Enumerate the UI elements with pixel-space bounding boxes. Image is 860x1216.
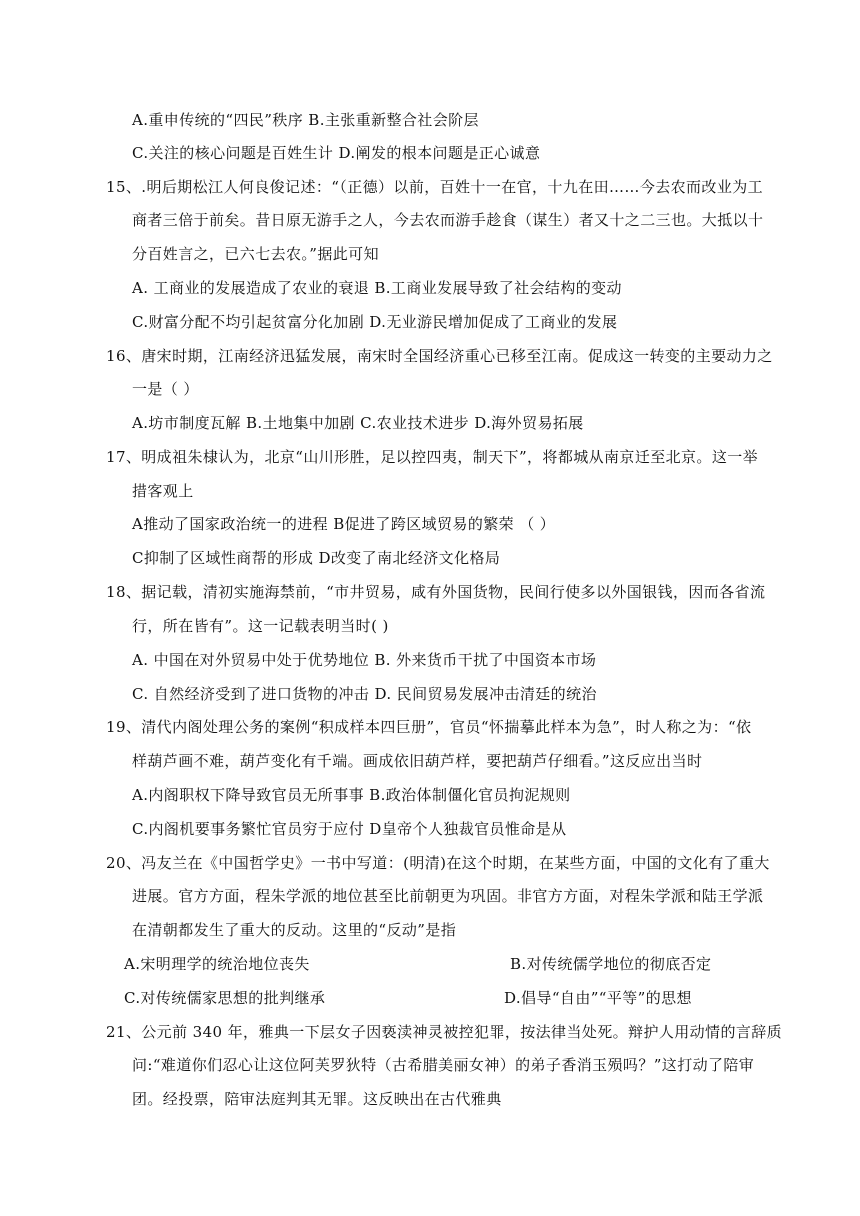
q20-option-d: D.倡导“自由”“平等”的思想 bbox=[504, 989, 692, 1007]
q17-stem-cont: 措客观上 bbox=[132, 482, 194, 500]
q18-stem: 18、据记载，清初实施海禁前，“市井贸易，咸有外国货物，民间行使多以外国银钱，因而各省流 bbox=[106, 583, 766, 601]
q14-options-cd: C.关注的核心问题是百姓生计 D.阐发的根本问题是正心诚意 bbox=[132, 144, 541, 162]
q17-options-ab: A推动了国家政治统一的进程 B促进了跨区域贸易的繁荣 （ ） bbox=[132, 515, 556, 533]
q17-stem: 17、明成祖朱棣认为，北京“山川形胜，足以控四夷，制天下”，将都城从南京迁至北京。这一举 bbox=[106, 448, 759, 466]
q18-options-cd: C. 自然经济受到了进口货物的冲击 D. 民间贸易发展冲击清廷的统治 bbox=[132, 685, 597, 703]
q15-stem-cont: 分百姓言之，已六七去农。”据此可知 bbox=[132, 245, 379, 263]
q14-options-ab: A.重申传统的“四民”秩序 B.主张重新整合社会阶层 bbox=[132, 111, 479, 129]
q19-options-ab: A.内阁职权下降导致官员无所事事 B.政治体制僵化官员拘泥规则 bbox=[132, 786, 571, 804]
q21-stem-cont: 问:“难道你们忍心让这位阿芙罗狄特（古希腊美丽女神）的弟子香消玉殒吗？”这打动了陪审 bbox=[132, 1056, 755, 1074]
q15-stem-cont: 商者三倍于前矣。昔日原无游手之人，今去农而游手趁食（谋生）者又十之二三也。大抵以十 bbox=[132, 211, 764, 229]
q18-options-ab: A. 中国在对外贸易中处于优势地位 B. 外来货币干扰了中国资本市场 bbox=[132, 651, 597, 669]
q15-options-cd: C.财富分配不均引起贫富分化加剧 D.无业游民增加促成了工商业的发展 bbox=[132, 313, 618, 331]
q20-stem-cont: 进展。官方方面，程朱学派的地位甚至比前朝更为巩固。非官方方面，对程朱学派和陆王学派 bbox=[132, 887, 764, 905]
q19-stem: 19、清代内阁处理公务的案例“积成样本四巨册”，官员“怀揣摹此样本为急”，时人称之为：“依 bbox=[106, 718, 752, 736]
q16-stem-cont: 一是（ ） bbox=[132, 380, 199, 398]
q20-stem: 20、冯友兰在《中国哲学史》一书中写道：(明清)在这个时期，在某些方面，中国的文化有了重大 bbox=[106, 854, 770, 872]
q20-option-c: C.对传统儒家思想的批判继承 bbox=[124, 989, 326, 1007]
q21-stem-cont: 团。经投票，陪审法庭判其无罪。这反映出在古代雅典 bbox=[132, 1090, 502, 1108]
q20-stem-cont: 在清朝都发生了重大的反动。这里的“反动”是指 bbox=[132, 921, 457, 939]
q18-stem-cont: 行，所在皆有”。这一记载表明当时( ) bbox=[132, 617, 389, 635]
q16-stem: 16、唐宋时期，江南经济迅猛发展，南宋时全国经济重心已移至江南。促成这一转变的主要动力之 bbox=[106, 347, 773, 365]
q17-options-cd: C抑制了区域性商帮的形成 D改变了南北经济文化格局 bbox=[132, 549, 501, 567]
q20-option-a: A.宋明理学的统治地位丧失 bbox=[124, 955, 310, 973]
q15-stem: 15、.明后期松江人何良俊记述：“（正德）以前，百姓十一在官，十九在田……今去农而改业为工 bbox=[106, 178, 764, 196]
q19-stem-cont: 样葫芦画不难，葫芦变化有千端。画成依旧葫芦样，要把葫芦仔细看。”这反应出当时 bbox=[132, 752, 703, 770]
q16-options: A.坊市制度瓦解 B.土地集中加剧 C.农业技术进步 D.海外贸易拓展 bbox=[132, 414, 584, 432]
q21-stem: 21、公元前 340 年，雅典一下层女子因亵渎神灵被控犯罪，按法律当处死。辩护人用动情的言辞质 bbox=[106, 1023, 783, 1041]
q19-options-cd: C.内阁机要事务繁忙官员穷于应付 D皇帝个人独裁官员惟命是从 bbox=[132, 820, 567, 838]
q15-options-ab: A. 工商业的发展造成了农业的衰退 B.工商业发展导致了社会结构的变动 bbox=[132, 279, 622, 297]
q20-option-b: B.对传统儒学地位的彻底否定 bbox=[510, 955, 712, 973]
